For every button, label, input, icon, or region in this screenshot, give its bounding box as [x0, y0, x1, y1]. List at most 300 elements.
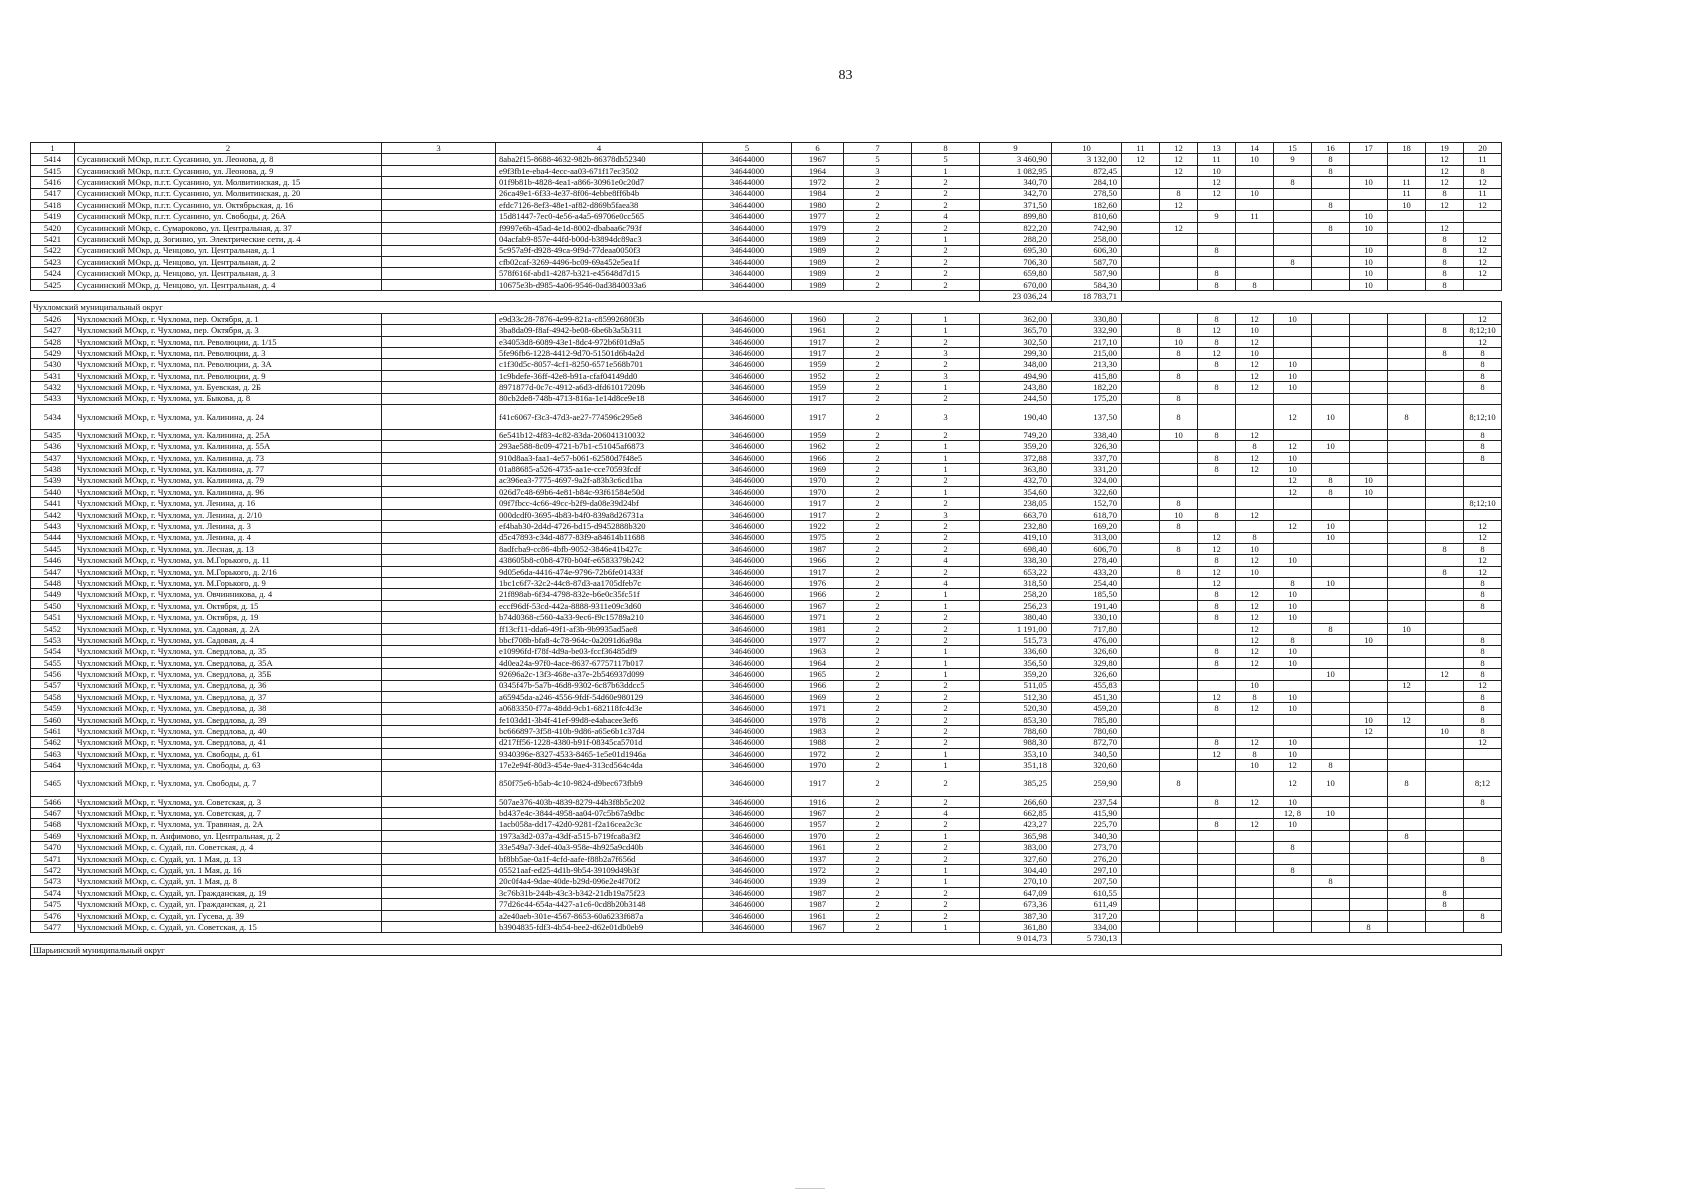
col-3-cell [382, 325, 496, 336]
year-cell: 1972 [792, 177, 844, 188]
col-18-cell: 12 [1388, 680, 1426, 691]
total-area-cell: 512,30 [980, 691, 1052, 702]
col-17-cell [1350, 370, 1388, 381]
guid-cell: 507ae376-403b-4839-8279-44b3f8b5c202 [496, 796, 703, 807]
oktmo-cell: 34646000 [703, 543, 792, 554]
col-20-cell: 8 [1464, 726, 1502, 737]
col-12-cell [1160, 669, 1198, 680]
col-11-cell [1122, 256, 1160, 267]
col-15-cell [1274, 498, 1312, 509]
entrances-cell: 2 [912, 222, 980, 233]
entrances-cell: 2 [912, 268, 980, 279]
address-cell: Чухломский МОкр, г. Чухлома, ул. М.Горького, д. 11 [75, 555, 382, 566]
address-cell: Сусанинский МОкр, д. Ченцово, ул. Центральная, д. 1 [75, 245, 382, 256]
col-17-cell: 10 [1350, 635, 1388, 646]
year-cell: 1977 [792, 635, 844, 646]
living-area-cell: 334,00 [1052, 922, 1122, 933]
oktmo-cell: 34646000 [703, 382, 792, 393]
col-20-cell: 8;12;10 [1464, 404, 1502, 429]
address-cell: Чухломский МОкр, г. Чухлома, ул. Октября, д. 15 [75, 600, 382, 611]
address-cell: Чухломский МОкр, с. Судай, ул. Гражданская, д. 19 [75, 887, 382, 898]
floors-cell: 2 [844, 680, 912, 691]
col-17-cell [1350, 234, 1388, 245]
col-12-cell: 8 [1160, 348, 1198, 359]
col-19-cell [1426, 521, 1464, 532]
col-3-cell [382, 808, 496, 819]
year-cell: 1967 [792, 922, 844, 933]
col-14-cell: 12 [1236, 623, 1274, 634]
col-20-cell: 12 [1464, 313, 1502, 324]
total-area-cell: 988,30 [980, 737, 1052, 748]
total-area-cell: 432,70 [980, 475, 1052, 486]
total-area-cell: 371,50 [980, 199, 1052, 210]
table-row [31, 359, 1502, 370]
table-row [31, 589, 1502, 600]
living-area-cell: 337,70 [1052, 452, 1122, 463]
subtotal-spacer-right [1122, 291, 1502, 302]
col-18-cell [1388, 726, 1426, 737]
table-row [31, 154, 1502, 165]
col-15-cell [1274, 234, 1312, 245]
col-3-cell [382, 748, 496, 759]
col-14-cell [1236, 578, 1274, 589]
col-16-cell [1312, 910, 1350, 921]
col-11-cell [1122, 819, 1160, 830]
address-cell: Чухломский МОкр, г. Чухлома, ул. Свободы, д. 7 [75, 771, 382, 796]
col-14-cell [1236, 887, 1274, 898]
col-12-cell [1160, 737, 1198, 748]
year-cell: 1989 [792, 279, 844, 290]
header-cell: 8 [912, 143, 980, 154]
col-13-cell: 8 [1198, 382, 1236, 393]
col-12-cell [1160, 532, 1198, 543]
floors-cell: 3 [844, 165, 912, 176]
col-19-cell [1426, 635, 1464, 646]
col-11-cell [1122, 475, 1160, 486]
oktmo-cell: 34644000 [703, 268, 792, 279]
guid-cell: 293ae588-8c09-4721-b7b1-c51045af6873 [496, 441, 703, 452]
col-14-cell [1236, 475, 1274, 486]
col-18-cell [1388, 348, 1426, 359]
col-19-cell: 8 [1426, 234, 1464, 245]
living-area-cell: 258,00 [1052, 234, 1122, 245]
row-number-cell: 5415 [31, 165, 75, 176]
col-11-cell [1122, 441, 1160, 452]
col-17-cell [1350, 589, 1388, 600]
living-area-cell: 476,00 [1052, 635, 1122, 646]
entrances-cell: 2 [912, 703, 980, 714]
floors-cell: 2 [844, 256, 912, 267]
floors-cell: 2 [844, 313, 912, 324]
living-area-cell: 259,90 [1052, 771, 1122, 796]
oktmo-cell: 34646000 [703, 464, 792, 475]
section-heading: Чухломский муниципальный округ [31, 302, 1502, 313]
col-17-cell: 10 [1350, 714, 1388, 725]
col-16-cell [1312, 899, 1350, 910]
table-row [31, 853, 1502, 864]
col-19-cell [1426, 865, 1464, 876]
col-19-cell [1426, 680, 1464, 691]
col-15-cell [1274, 853, 1312, 864]
floors-cell: 2 [844, 279, 912, 290]
col-12-cell: 8 [1160, 543, 1198, 554]
oktmo-cell: 34646000 [703, 714, 792, 725]
header-row [31, 143, 1502, 154]
col-3-cell [382, 771, 496, 796]
col-16-cell [1312, 234, 1350, 245]
col-17-cell [1350, 464, 1388, 475]
col-11-cell [1122, 865, 1160, 876]
year-cell: 1970 [792, 830, 844, 841]
floors-cell: 2 [844, 853, 912, 864]
guid-cell: c1f30d5c-8057-4cf1-8250-6571e568b701 [496, 359, 703, 370]
floors-cell: 2 [844, 922, 912, 933]
col-19-cell: 12 [1426, 165, 1464, 176]
total-area-cell: 365,70 [980, 325, 1052, 336]
col-20-cell: 8 [1464, 578, 1502, 589]
year-cell: 1980 [792, 199, 844, 210]
entrances-cell: 2 [912, 177, 980, 188]
col-13-cell [1198, 899, 1236, 910]
col-20-cell [1464, 623, 1502, 634]
col-3-cell [382, 165, 496, 176]
total-area-cell: 698,40 [980, 543, 1052, 554]
col-19-cell [1426, 336, 1464, 347]
oktmo-cell: 34646000 [703, 737, 792, 748]
col-14-cell [1236, 199, 1274, 210]
col-13-cell: 8 [1198, 612, 1236, 623]
row-number-cell: 5460 [31, 714, 75, 725]
col-11-cell [1122, 910, 1160, 921]
oktmo-cell: 34646000 [703, 578, 792, 589]
col-19-cell [1426, 819, 1464, 830]
col-20-cell: 8 [1464, 600, 1502, 611]
entrances-cell: 1 [912, 876, 980, 887]
living-area-cell: 415,90 [1052, 808, 1122, 819]
col-11-cell [1122, 165, 1160, 176]
table-row [31, 268, 1502, 279]
living-area-cell: 326,60 [1052, 669, 1122, 680]
col-11-cell [1122, 177, 1160, 188]
year-cell: 1972 [792, 865, 844, 876]
col-14-cell: 12 [1236, 612, 1274, 623]
header-cell: 14 [1236, 143, 1274, 154]
col-15-cell: 12 [1274, 404, 1312, 429]
col-20-cell [1464, 279, 1502, 290]
guid-cell: e10996fd-f78f-4d9a-be03-fccf36485df9 [496, 646, 703, 657]
col-15-cell: 8 [1274, 578, 1312, 589]
col-18-cell [1388, 498, 1426, 509]
entrances-cell: 4 [912, 555, 980, 566]
col-16-cell: 8 [1312, 486, 1350, 497]
col-3-cell [382, 509, 496, 520]
col-3-cell [382, 910, 496, 921]
scan-mark [795, 1188, 825, 1189]
address-cell: Сусанинский МОкр, п.г.т. Сусанино, ул. Свободы, д. 26А [75, 211, 382, 222]
col-14-cell [1236, 910, 1274, 921]
col-17-cell: 10 [1350, 475, 1388, 486]
guid-cell: e9d33c28-7876-4e99-821a-c85992680f3b [496, 313, 703, 324]
floors-cell: 2 [844, 589, 912, 600]
row-number-cell: 5455 [31, 657, 75, 668]
col-18-cell: 8 [1388, 830, 1426, 841]
year-cell: 1917 [792, 348, 844, 359]
address-cell: Чухломский МОкр, г. Чухлома, ул. Свердлова, д. 35 [75, 646, 382, 657]
table-row [31, 578, 1502, 589]
col-11-cell [1122, 808, 1160, 819]
row-number-cell: 5463 [31, 748, 75, 759]
total-area-cell: 695,30 [980, 245, 1052, 256]
floors-cell: 2 [844, 771, 912, 796]
row-number-cell: 5470 [31, 842, 75, 853]
col-16-cell: 8 [1312, 154, 1350, 165]
col-13-cell [1198, 256, 1236, 267]
floors-cell: 2 [844, 703, 912, 714]
col-13-cell [1198, 830, 1236, 841]
address-cell: Чухломский МОкр, г. Чухлома, ул. Калинина, д. 25А [75, 429, 382, 440]
oktmo-cell: 34646000 [703, 589, 792, 600]
col-16-cell: 10 [1312, 441, 1350, 452]
total-area-cell: 299,30 [980, 348, 1052, 359]
header-cell: 15 [1274, 143, 1312, 154]
oktmo-cell: 34644000 [703, 256, 792, 267]
header-cell: 5 [703, 143, 792, 154]
col-14-cell: 12 [1236, 370, 1274, 381]
table-row [31, 543, 1502, 554]
col-13-cell: 8 [1198, 819, 1236, 830]
floors-cell: 2 [844, 464, 912, 475]
oktmo-cell: 34646000 [703, 922, 792, 933]
oktmo-cell: 34646000 [703, 313, 792, 324]
col-19-cell [1426, 771, 1464, 796]
table-row [31, 748, 1502, 759]
year-cell: 1978 [792, 714, 844, 725]
address-cell: Чухломский МОкр, с. Судай, ул. Гражданская, д. 21 [75, 899, 382, 910]
table-row [31, 441, 1502, 452]
entrances-cell: 2 [912, 771, 980, 796]
col-19-cell [1426, 589, 1464, 600]
living-area-cell: 331,20 [1052, 464, 1122, 475]
col-19-cell: 8 [1426, 325, 1464, 336]
col-11-cell [1122, 325, 1160, 336]
col-16-cell: 8 [1312, 222, 1350, 233]
col-17-cell [1350, 498, 1388, 509]
floors-cell: 2 [844, 348, 912, 359]
col-14-cell: 12 [1236, 657, 1274, 668]
col-20-cell: 8 [1464, 543, 1502, 554]
address-cell: Чухломский МОкр, г. Чухлома, ул. Травяная, д. 2А [75, 819, 382, 830]
col-14-cell: 12 [1236, 313, 1274, 324]
floors-cell: 2 [844, 899, 912, 910]
oktmo-cell: 34646000 [703, 760, 792, 771]
col-17-cell [1350, 154, 1388, 165]
col-11-cell [1122, 737, 1160, 748]
year-cell: 1970 [792, 486, 844, 497]
row-number-cell: 5417 [31, 188, 75, 199]
subtotal-living-area: 5 730,13 [1052, 933, 1122, 944]
table-row [31, 669, 1502, 680]
col-13-cell [1198, 521, 1236, 532]
col-12-cell [1160, 555, 1198, 566]
address-cell: Чухломский МОкр, с. Судай, ул. 1 Мая, д. 13 [75, 853, 382, 864]
entrances-cell: 1 [912, 165, 980, 176]
guid-cell: 21f898ab-6f34-4798-832e-b6e0c35fc51f [496, 589, 703, 600]
col-14-cell: 8 [1236, 748, 1274, 759]
guid-cell: efdc7126-8ef3-48e1-af82-d869b5faea38 [496, 199, 703, 210]
living-area-cell: 317,20 [1052, 910, 1122, 921]
col-12-cell: 8 [1160, 404, 1198, 429]
col-3-cell [382, 279, 496, 290]
col-12-cell: 8 [1160, 188, 1198, 199]
col-12-cell [1160, 646, 1198, 657]
total-area-cell: 338,30 [980, 555, 1052, 566]
entrances-cell: 1 [912, 486, 980, 497]
col-15-cell: 8 [1274, 256, 1312, 267]
col-14-cell: 12 [1236, 509, 1274, 520]
col-11-cell [1122, 199, 1160, 210]
col-14-cell [1236, 165, 1274, 176]
col-12-cell [1160, 589, 1198, 600]
col-15-cell: 12 [1274, 441, 1312, 452]
col-13-cell [1198, 441, 1236, 452]
table-row [31, 737, 1502, 748]
col-20-cell: 12 [1464, 737, 1502, 748]
guid-cell: 17e2e94f-80d3-454e-9ae4-313cd564c4da [496, 760, 703, 771]
col-15-cell: 12, 8 [1274, 808, 1312, 819]
col-11-cell [1122, 268, 1160, 279]
col-15-cell: 10 [1274, 589, 1312, 600]
col-19-cell [1426, 646, 1464, 657]
oktmo-cell: 34644000 [703, 177, 792, 188]
col-3-cell [382, 922, 496, 933]
col-19-cell: 8 [1426, 256, 1464, 267]
living-area-cell: 742,90 [1052, 222, 1122, 233]
floors-cell: 2 [844, 222, 912, 233]
year-cell: 1975 [792, 532, 844, 543]
entrances-cell: 1 [912, 748, 980, 759]
table-row [31, 498, 1502, 509]
oktmo-cell: 34646000 [703, 771, 792, 796]
year-cell: 1964 [792, 657, 844, 668]
col-14-cell: 12 [1236, 796, 1274, 807]
entrances-cell: 2 [912, 819, 980, 830]
header-cell: 6 [792, 143, 844, 154]
living-area-cell: 225,70 [1052, 819, 1122, 830]
row-number-cell: 5441 [31, 498, 75, 509]
col-16-cell: 8 [1312, 876, 1350, 887]
year-cell: 1969 [792, 464, 844, 475]
col-18-cell [1388, 393, 1426, 404]
col-17-cell [1350, 853, 1388, 864]
col-13-cell: 12 [1198, 348, 1236, 359]
subtotal-spacer [31, 933, 980, 944]
col-18-cell [1388, 532, 1426, 543]
entrances-cell: 1 [912, 589, 980, 600]
col-11-cell [1122, 842, 1160, 853]
col-20-cell: 12 [1464, 199, 1502, 210]
row-number-cell: 5427 [31, 325, 75, 336]
oktmo-cell: 34646000 [703, 819, 792, 830]
col-20-cell: 8 [1464, 452, 1502, 463]
col-20-cell: 11 [1464, 154, 1502, 165]
guid-cell: e34053d8-6089-43e1-8dc4-972b6f01d9a5 [496, 336, 703, 347]
col-19-cell: 12 [1426, 199, 1464, 210]
year-cell: 1977 [792, 211, 844, 222]
entrances-cell: 1 [912, 865, 980, 876]
row-number-cell: 5477 [31, 922, 75, 933]
col-13-cell [1198, 486, 1236, 497]
year-cell: 1966 [792, 452, 844, 463]
col-11-cell [1122, 853, 1160, 864]
col-3-cell [382, 348, 496, 359]
col-3-cell [382, 600, 496, 611]
col-18-cell [1388, 279, 1426, 290]
address-cell: Чухломский МОкр, г. Чухлома, ул. М.Горького, д. 9 [75, 578, 382, 589]
col-19-cell [1426, 498, 1464, 509]
col-3-cell [382, 555, 496, 566]
col-15-cell [1274, 566, 1312, 577]
total-area-cell: 336,60 [980, 646, 1052, 657]
col-17-cell [1350, 600, 1388, 611]
entrances-cell: 2 [912, 899, 980, 910]
address-cell: Чухломский МОкр, г. Чухлома, ул. Ленина, д. 2/10 [75, 509, 382, 520]
col-16-cell [1312, 635, 1350, 646]
header-cell: 2 [75, 143, 382, 154]
living-area-cell: 455,83 [1052, 680, 1122, 691]
total-area-cell: 673,36 [980, 899, 1052, 910]
oktmo-cell: 34646000 [703, 498, 792, 509]
guid-cell: 10675e3b-d985-4a06-9546-0ad3840033a6 [496, 279, 703, 290]
col-19-cell [1426, 853, 1464, 864]
table-row [31, 199, 1502, 210]
col-14-cell: 10 [1236, 760, 1274, 771]
col-19-cell [1426, 714, 1464, 725]
col-18-cell: 11 [1388, 188, 1426, 199]
col-14-cell [1236, 899, 1274, 910]
table-row [31, 429, 1502, 440]
floors-cell: 2 [844, 509, 912, 520]
col-19-cell: 8 [1426, 566, 1464, 577]
col-16-cell [1312, 646, 1350, 657]
col-15-cell [1274, 532, 1312, 543]
col-13-cell: 12 [1198, 691, 1236, 702]
entrances-cell: 1 [912, 464, 980, 475]
oktmo-cell: 34646000 [703, 842, 792, 853]
table-row [31, 796, 1502, 807]
guid-cell: e9f3fb1e-eba4-4ecc-aa03-671f17ec3502 [496, 165, 703, 176]
living-area-cell: 872,45 [1052, 165, 1122, 176]
col-17-cell: 10 [1350, 256, 1388, 267]
col-15-cell: 8 [1274, 177, 1312, 188]
col-17-cell: 10 [1350, 486, 1388, 497]
entrances-cell: 3 [912, 404, 980, 429]
floors-cell: 2 [844, 623, 912, 634]
living-area-cell: 340,30 [1052, 830, 1122, 841]
total-area-cell: 387,30 [980, 910, 1052, 921]
col-12-cell [1160, 796, 1198, 807]
col-16-cell: 8 [1312, 760, 1350, 771]
col-18-cell [1388, 612, 1426, 623]
col-13-cell [1198, 876, 1236, 887]
guid-cell: 1973a3d2-037a-43df-a515-b719fca8a3f2 [496, 830, 703, 841]
entrances-cell: 5 [912, 154, 980, 165]
total-area-cell: 359,20 [980, 441, 1052, 452]
col-15-cell: 10 [1274, 819, 1312, 830]
address-cell: Чухломский МОкр, г. Чухлома, ул. Свердлова, д. 40 [75, 726, 382, 737]
year-cell: 1964 [792, 165, 844, 176]
col-14-cell: 12 [1236, 646, 1274, 657]
living-area-cell: 284,10 [1052, 177, 1122, 188]
